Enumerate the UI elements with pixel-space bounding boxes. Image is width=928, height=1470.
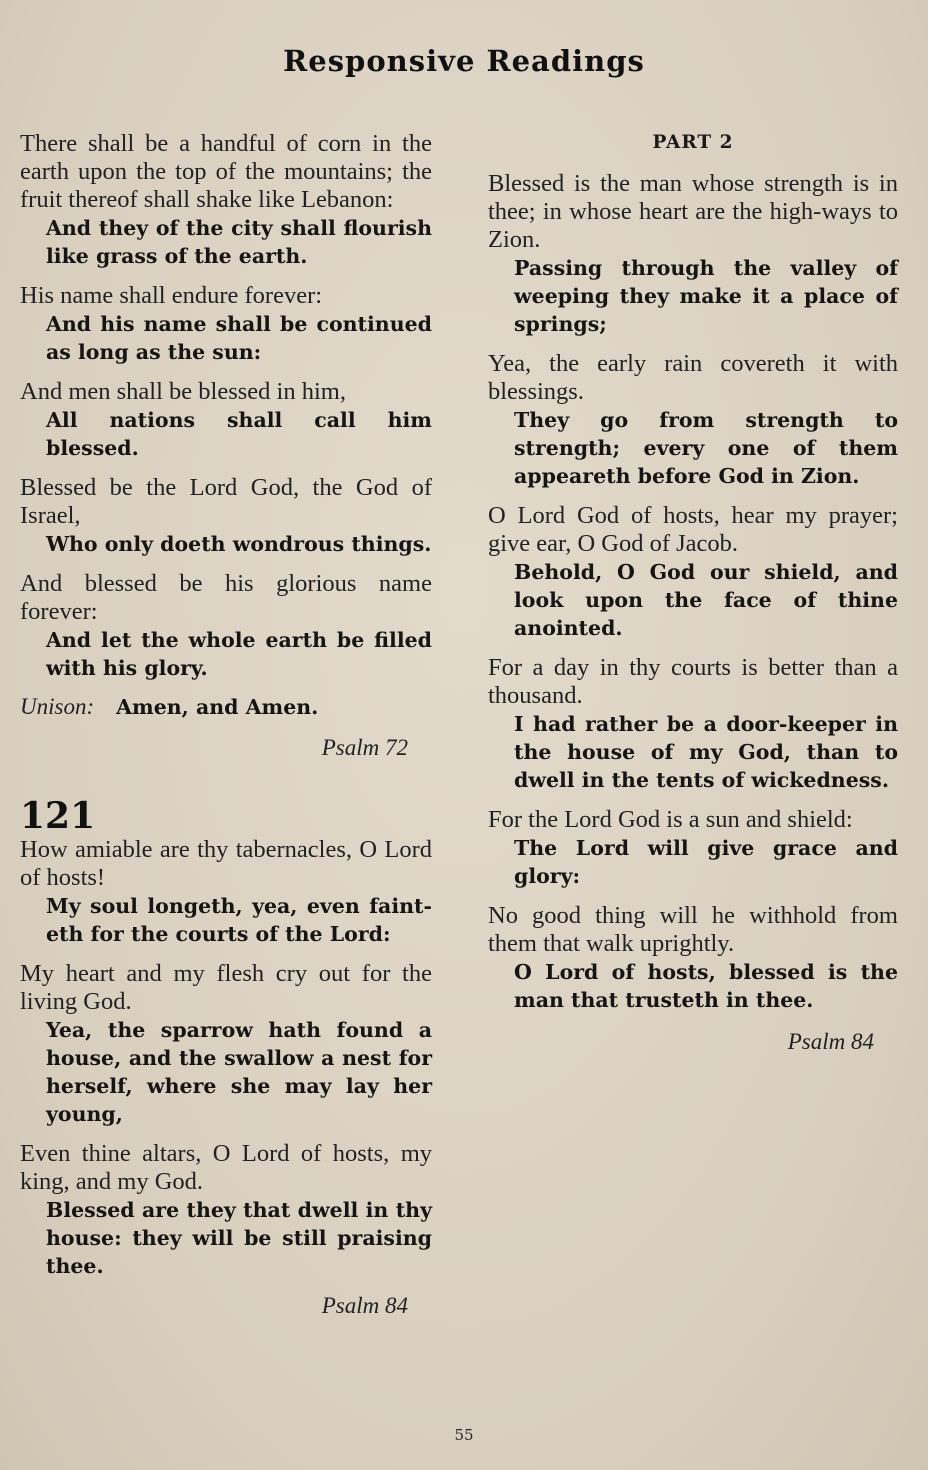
reading-stanza <box>488 502 898 642</box>
response-line: Blessed are they that dwell in thy house: they will be still praising thee. <box>46 1198 432 1278</box>
psalm-source: Psalm 84 <box>787 1029 874 1054</box>
leader-line: There shall be a handful of corn in the earth upon the top of the mountains; the fruit thereof shall shake like Lebanon: <box>20 130 432 213</box>
leader-line: His name shall endure forever: <box>20 282 323 309</box>
reading-stanza <box>20 378 432 462</box>
reading-stanza <box>20 836 432 948</box>
reading-stanza <box>20 282 432 366</box>
leader-line: O Lord God of hosts, hear my prayer; give ear, O God of Jacob. <box>488 502 898 557</box>
response-line: Who only doeth wondrous things. <box>46 532 432 556</box>
reading-stanza <box>20 570 432 682</box>
reading-stanza <box>20 960 432 1128</box>
unison-label: Unison: <box>20 694 95 719</box>
psalm-source: Psalm 84 <box>321 1293 408 1318</box>
reading-stanza <box>20 474 432 558</box>
response-line: They go from strength to strength; every one of them appeareth before God in Zion. <box>514 408 898 488</box>
unison-line <box>20 694 432 720</box>
response-line: Yea, the sparrow hath found a house, and the swallow a nest for herself, where she may lay her young, <box>46 1018 432 1126</box>
response-line: Behold, O God our shield, and look upon the face of thine anointed. <box>514 560 898 640</box>
page-title: Responsive Readings <box>283 44 645 78</box>
leader-line: And men shall be blessed in him, <box>20 378 346 405</box>
response-line: And let the whole earth be filled with his glory. <box>46 628 432 680</box>
unison-text: Amen, and Amen. <box>116 695 319 719</box>
leader-line: For the Lord God is a sun and shield: <box>488 806 853 833</box>
leader-line: For a day in thy courts is better than a thousand. <box>488 654 898 709</box>
reading-stanza <box>20 130 432 270</box>
reading-stanza <box>488 350 898 490</box>
leader-line: How amiable are thy tabernacles, O Lord of hosts! <box>20 836 432 891</box>
reading-stanza <box>488 654 898 794</box>
response-line: And his name shall be continued as long as the sun: <box>46 312 432 364</box>
psalm-source: Psalm 72 <box>321 735 408 760</box>
response-line: And they of the city shall flourish like grass of the earth. <box>46 216 432 268</box>
right-column <box>488 130 898 1056</box>
response-line: My soul longeth, yea, even faint-eth for the courts of the Lord: <box>46 894 432 946</box>
leader-line: My heart and my flesh cry out for the living God. <box>20 960 432 1015</box>
reading-stanza <box>488 806 898 890</box>
leader-line: Blessed be the Lord God, the God of Israel, <box>20 474 432 529</box>
reading-stanza <box>488 902 898 1014</box>
leader-line: Even thine altars, O Lord of hosts, my king, and my God. <box>20 1140 432 1195</box>
leader-line: And blessed be his glorious name forever: <box>20 570 432 625</box>
page-number: 55 <box>454 1426 474 1444</box>
leader-line: No good thing will he withhold from them that walk uprightly. <box>488 902 898 957</box>
left-column <box>20 130 432 1320</box>
leader-line: Blessed is the man whose strength is in thee; in whose heart are the high-ways to Zion. <box>488 170 898 253</box>
leader-line: Yea, the early rain covereth it with blessings. <box>488 350 898 405</box>
part-heading: PART 2 <box>652 132 734 153</box>
reading-stanza <box>20 1140 432 1280</box>
reading-number: 121 <box>20 795 96 837</box>
response-line: All nations shall call him blessed. <box>46 408 432 460</box>
response-line: I had rather be a door-keeper in the house of my God, than to dwell in the tents of wickedness. <box>514 712 898 792</box>
reading-stanza <box>488 170 898 338</box>
response-line: Passing through the valley of weeping they make it a place of springs; <box>514 256 898 336</box>
response-line: O Lord of hosts, blessed is the man that trusteth in thee. <box>514 960 898 1012</box>
response-line: The Lord will give grace and glory: <box>514 836 898 888</box>
